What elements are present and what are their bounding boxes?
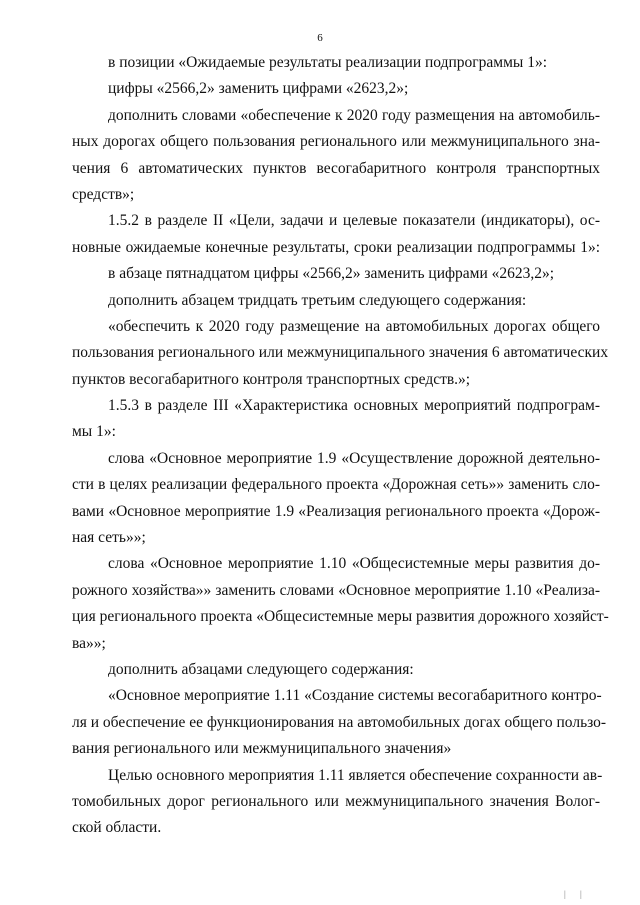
text-line: ля и обеспечение ее функционирования на автомобильных догах общего пользо- xyxy=(72,713,607,731)
text-line: «Основное мероприятие 1.11 «Создание системы весогабаритного контро- xyxy=(108,687,602,705)
text-line: дополнить абзацами следующего содержания: xyxy=(108,660,414,678)
text-line: рожного хозяйства»» заменить словами «Основное мероприятие 1.10 «Реализа- xyxy=(72,581,600,599)
text-line: вания регионального или межмуниципального значения» xyxy=(72,740,452,758)
text-line: слова «Основное мероприятие 1.9 «Осуществление дорожной деятельно- xyxy=(108,449,600,467)
text-line: новные ожидаемые конечные результаты, сроки реализации подпрограммы 1»: xyxy=(72,238,600,256)
text-line: вами «Основное мероприятие 1.9 «Реализация регионального проекта «Дорож- xyxy=(72,502,600,520)
text-line: дополнить словами «обеспечение к 2020 году размещения на автомобиль- xyxy=(108,106,600,124)
text-line: слова «Основное мероприятие 1.10 «Общесистемные меры развития до- xyxy=(108,555,600,573)
text-line: 1.5.3 в разделе III «Характеристика основных мероприятий подпрограм- xyxy=(108,397,600,415)
text-line: сти в целях реализации федерального проекта «Дорожная сеть»» заменить сло- xyxy=(72,476,600,494)
text-line: пользования регионального или межмуниципального значения 6 автоматических xyxy=(72,344,609,362)
text-line: дополнить абзацем тридцать третьим следующего содержания: xyxy=(108,291,527,309)
page-number: 6 xyxy=(317,32,323,44)
text-line: «обеспечить к 2020 году размещение на автомобильных дорогах общего xyxy=(108,317,600,335)
text-line: ная сеть»»; xyxy=(72,529,146,547)
text-line: томобильных дорог регионального или межмуниципального значения Волог- xyxy=(72,792,600,810)
text-line: 1.5.2 в разделе II «Цели, задачи и целевые показатели (индикаторы), ос- xyxy=(108,212,600,230)
document-body xyxy=(72,50,609,842)
text-line: пунктов весогабаритного контроля транспортных средств.»; xyxy=(72,370,471,388)
text-line: ва»»; xyxy=(72,634,106,652)
text-line: ция регионального проекта «Общесистемные меры развития дорожного хозяйст- xyxy=(72,608,609,626)
text-line: мы 1»: xyxy=(72,423,116,441)
text-line: в позиции «Ожидаемые результаты реализации подпрограммы 1»: xyxy=(108,54,547,71)
text-line: ных дорогах общего пользования регионального или межмуниципального зна- xyxy=(72,133,600,151)
text-line: в абзаце пятнадцатом цифры «2566,2» заменить цифрами «2623,2»; xyxy=(108,265,555,283)
text-line: Целью основного мероприятия 1.11 является обеспечение сохранности ав- xyxy=(108,766,603,784)
text-line: чения 6 автоматических пунктов весогабаритного контроля транспортных xyxy=(72,159,600,177)
text-line: цифры «2566,2» заменить цифрами «2623,2»; xyxy=(108,80,409,98)
text-line: ской области. xyxy=(72,819,162,837)
margin-mark: | | xyxy=(564,889,588,899)
text-line: средств»; xyxy=(72,185,135,203)
